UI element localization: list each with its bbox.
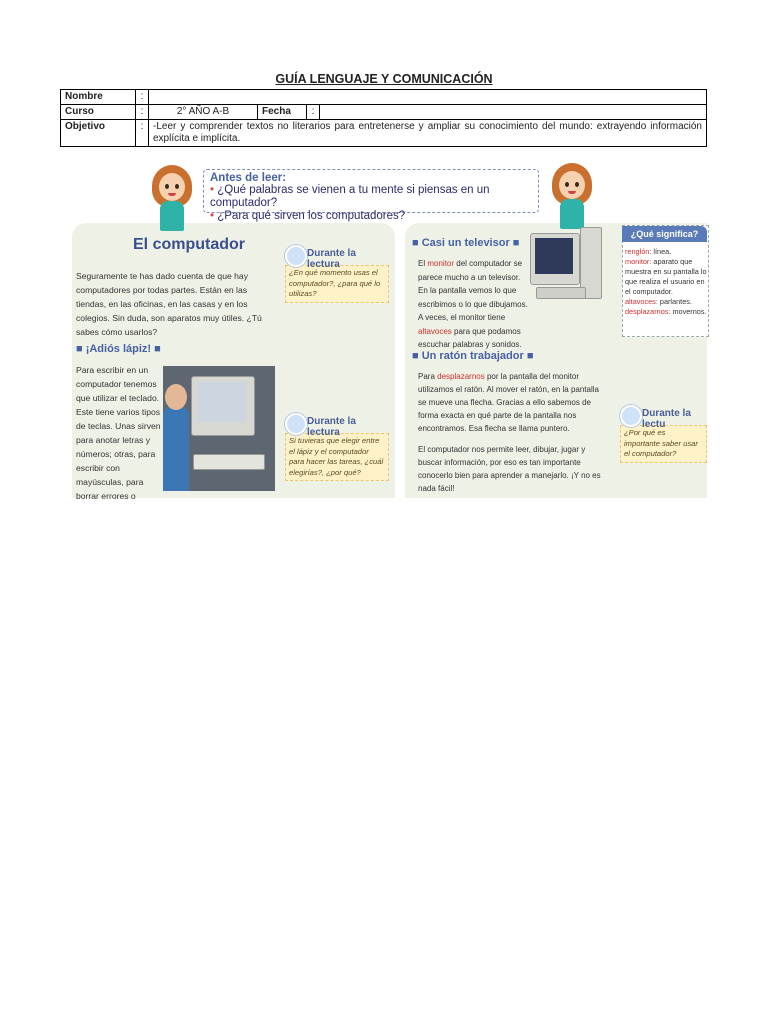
table-row — [61, 120, 707, 147]
glossary-title: ¿Qué significa? — [622, 226, 707, 242]
during-question: ¿En qué momento usas el computador?, ¿para qué lo utilizas? — [285, 265, 389, 303]
fecha-field[interactable] — [320, 105, 707, 120]
antes-de-leer-box — [203, 169, 539, 222]
antes-question: • ¿Qué palabras se vienen a tu mente si piensas en un computador? — [210, 184, 532, 210]
antes-question: • ¿Para qué sirven los computadores? — [210, 210, 532, 223]
during-reading-box — [620, 405, 707, 463]
girl-character-icon — [150, 165, 194, 231]
section-paragraph: Para desplazarnos por la pantalla del monitor utilizamos el ratón. Al mover el ratón, en la pantalla se mueve una flecha. Gracias a ello sabemos de forma exacta en qué parte de la pantalla nos encontramos. Esa flecha se llama puntero. — [418, 372, 599, 433]
objetivo-label: Objetivo — [61, 120, 136, 147]
section-title: ■ ¡Adiós lápiz! ■ — [76, 343, 161, 355]
curso-value[interactable]: 2° AÑO A-B — [149, 105, 258, 120]
textbook-illustration — [60, 163, 707, 501]
section-paragraph: El monitor del computador se parece mucho a un televisor. En la pantalla vemos lo que escribimos o lo que dibujamos. A veces, el monitor tiene altavoces para que podamos escuchar palabras y sonidos. — [418, 259, 528, 349]
section-paragraph: El computador nos permite leer, dibujar, jugar y buscar información, por eso es tan importante conocerlo bien para aprender a manejarlo. ¡Y no es nada fácil! — [418, 445, 601, 493]
colon: : — [136, 120, 149, 147]
colon: : — [136, 90, 149, 105]
student-info-table — [60, 89, 707, 147]
during-reading-box — [285, 413, 389, 481]
fecha-label: Fecha — [258, 105, 307, 120]
during-label: Durante la lectu — [642, 408, 691, 430]
circle-icon — [285, 245, 307, 267]
table-row — [61, 105, 707, 120]
section-title: ■ Un ratón trabajador ■ — [412, 350, 534, 362]
during-label: Durante la lectura — [307, 416, 356, 438]
section-title: ■ Casi un televisor ■ — [412, 237, 520, 249]
curso-label: Curso — [61, 105, 136, 120]
thinking-girl-icon — [550, 163, 594, 229]
article-title: El computador — [133, 236, 246, 253]
circle-icon — [285, 413, 307, 435]
during-question: Si tuvieras que elegir entre el lápiz y el computador para hacer las tareas, ¿cuál elegirías?, ¿por qué? — [285, 433, 389, 481]
circle-icon — [620, 405, 642, 427]
colon: : — [136, 105, 149, 120]
glossary-list: renglón: línea. monitor: aparato que muestra en su pantalla lo que realiza el usuario en el computador. altavoces: parlantes. desplazarnos: movernos. — [625, 247, 707, 316]
section-paragraph: Para escribir en un computador tenemos que utilizar el teclado. Este tiene varios tipos de teclas. Unas sirven para anotar letras y números; otras, para escribir con mayúsculas, para borrar errores o — [76, 365, 161, 501]
during-label: Durante la lectura — [307, 248, 356, 270]
during-reading-box — [285, 245, 389, 303]
page-title: GUÍA LENGUAJE Y COMUNICACIÓN — [275, 72, 493, 86]
nombre-label: Nombre — [61, 90, 136, 105]
table-row — [61, 90, 707, 105]
during-question: ¿Por qué es importante saber usar el computador? — [620, 425, 707, 463]
colon: : — [307, 105, 320, 120]
nombre-field[interactable] — [149, 90, 707, 105]
intro-paragraph: Seguramente te has dado cuenta de que hay computadores por todas partes. Están en las tiendas, en las oficinas, en las casas y en los colegios. Sin duda, son aparatos muy útiles. ¿Tú sabes cómo usarlos? — [76, 271, 262, 337]
child-computer-photo — [163, 366, 275, 491]
objetivo-value: -Leer y comprender textos no literarios para entretenerse y ampliar su conocimiento del mundo: extrayendo información explícita e implícita. — [149, 120, 707, 147]
antes-title: Antes de leer: — [210, 172, 287, 184]
